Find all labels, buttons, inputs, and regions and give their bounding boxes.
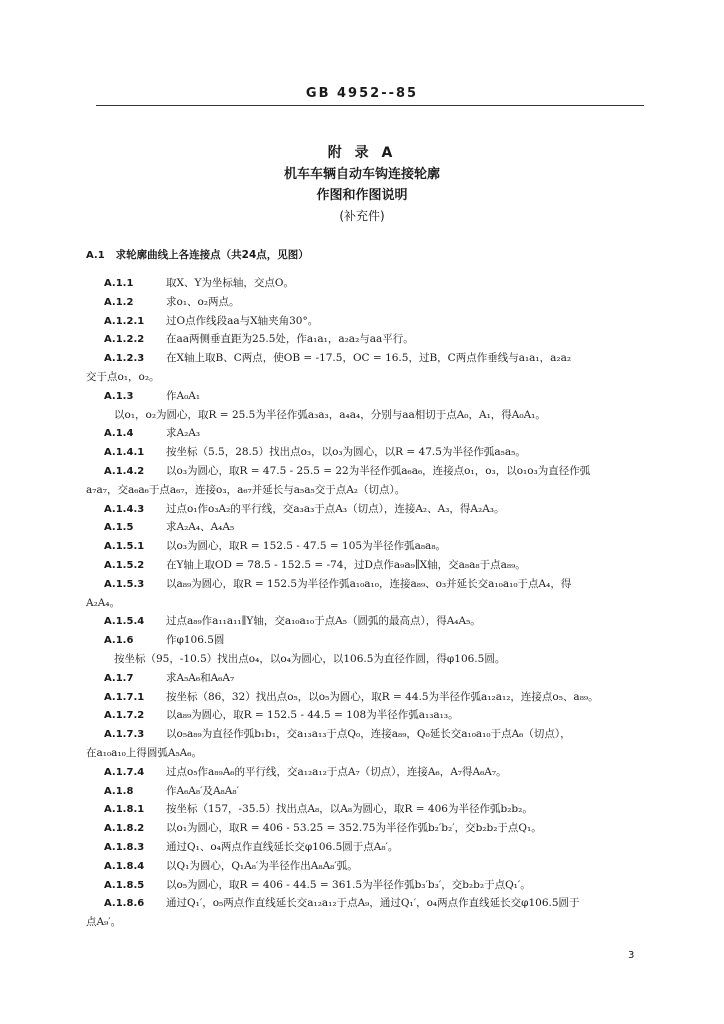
clause-number: A.1.8 bbox=[104, 785, 134, 797]
clause-number: A.1.4.1 bbox=[104, 447, 145, 459]
clause-line bbox=[86, 443, 646, 462]
clause-text: 以Q₁为圆心，Q₁A₈′为半径作出A₈A₈′弧。 bbox=[166, 859, 358, 872]
section-text: 求轮廓曲线上各连接点（共24点，见图） bbox=[115, 249, 309, 261]
clause-line bbox=[86, 857, 646, 876]
clause-number: A.1.8.6 bbox=[104, 898, 145, 910]
clause-line bbox=[86, 274, 646, 293]
clause-text: 取X、Y为坐标轴，交点O。 bbox=[166, 277, 295, 289]
clause-line bbox=[86, 293, 646, 312]
appendix-subtitle: 作图和作图说明 bbox=[316, 188, 408, 203]
clause-text: 通过Q₁′，o₅两点作直线延长交a₁₂a₁₂于点A₉，通过Q₁′，o₄两点作直线延长交φ106.5圆于 bbox=[166, 897, 580, 910]
clause-text: 在aa两侧垂直距为25.5处，作a₁a₁，a₂a₂与aa平行。 bbox=[166, 333, 414, 346]
clause-number: A.1.8.1 bbox=[104, 804, 145, 816]
clause-line bbox=[86, 894, 646, 913]
clause-text: a₇a₇，交a₆a₆于点a₆₇，连接o₃，a₆₇并延长与a₅a₅交于点A₂（切点）。 bbox=[86, 483, 406, 496]
section-number: A.1 bbox=[86, 250, 105, 261]
clause-text: 作A₀A₁ bbox=[166, 389, 201, 402]
appendix-title: 机车车辆自动车钩连接轮廓 bbox=[283, 167, 440, 182]
clause-line bbox=[86, 330, 646, 349]
section-heading bbox=[86, 244, 646, 266]
clause-line bbox=[86, 594, 646, 613]
clause-number: A.1.7.2 bbox=[104, 710, 145, 722]
clause-line bbox=[86, 725, 646, 744]
clause-number: A.1.8.4 bbox=[104, 860, 145, 872]
clause-text: 以o₃为圆心，取R = 47.5 - 25.5 = 22为半径作弧a₆a₆，连接点o₁，o₃，以o₁o₃为直径作弧 bbox=[166, 464, 591, 477]
clause-number: A.1.7.1 bbox=[104, 691, 145, 703]
clause-line bbox=[86, 782, 646, 801]
clause-number: A.1.5.3 bbox=[104, 578, 145, 590]
clause-number: A.1.5 bbox=[104, 522, 134, 534]
clause-text: 以o₃为圆心，取R = 152.5 - 47.5 = 105为半径作弧a₈a₈。 bbox=[166, 540, 447, 553]
clause-line bbox=[86, 537, 646, 556]
clause-number: A.1.3 bbox=[104, 390, 134, 402]
clause-number: A.1.2.1 bbox=[104, 315, 145, 327]
clause-text: 按坐标（86，32）找出点o₅，以o₅为圆心，取R = 44.5为半径作弧a₁₂a₁₂，连接点o₅、a₈₉。 bbox=[166, 690, 599, 703]
clause-number: A.1.7.3 bbox=[104, 729, 145, 741]
clause-text: 过点o₁作o₃A₂的平行线，交a₃a₃于点A₃（切点），连接A₂、A₃，得A₂A₃。 bbox=[166, 502, 505, 515]
clause-line bbox=[86, 349, 646, 368]
clause-line bbox=[86, 481, 646, 500]
clause-text: 交于点o₁，o₂。 bbox=[86, 370, 160, 383]
clause-line bbox=[86, 518, 646, 537]
clause-text: 求A₂A₄、A₄A₅ bbox=[166, 521, 235, 534]
clause-number: A.1.7 bbox=[104, 672, 134, 684]
clause-text: 以o₅为圆心，取R = 406 - 44.5 = 361.5为半径作弧b₃′b₃′，交b₂b₂于点Q₁′。 bbox=[166, 878, 531, 891]
clause-number: A.1.5.2 bbox=[104, 559, 145, 571]
clause-text: 过O点作线段aa与X轴夹角30°。 bbox=[166, 314, 319, 327]
clause-line bbox=[86, 800, 646, 819]
clause-text: 过点o₅作a₈₉A₆的平行线，交a₁₂a₁₂于点A₇（切点），连接A₆，A₇得A₆A₇。 bbox=[166, 765, 507, 778]
clause-number: A.1.2 bbox=[104, 296, 134, 308]
clause-line bbox=[86, 763, 646, 782]
clause-text: 作φ106.5圆 bbox=[166, 634, 225, 647]
clause-line bbox=[86, 819, 646, 838]
appendix-label: 附 录 A bbox=[327, 145, 397, 161]
clause-line bbox=[86, 406, 646, 425]
clause-text: 作A₆A₈′及A₈A₈′ bbox=[166, 784, 239, 797]
clause-line bbox=[86, 612, 646, 631]
header-rule bbox=[96, 105, 644, 106]
clause-line bbox=[86, 368, 646, 387]
clause-line bbox=[86, 838, 646, 857]
clause-text: 通过Q₁、o₄两点作直线延长交φ106.5圆于点A₈′。 bbox=[166, 840, 399, 853]
clause-text: 以o₅a₈₉为直径作弧b₁b₁，交a₁₃a₁₃于点Q₀，连接a₈₉，Q₀延长交a₁₀a₁₀于点A₆（切点）， bbox=[166, 728, 571, 741]
clause-line bbox=[86, 312, 646, 331]
clause-number: A.1.1 bbox=[104, 278, 134, 289]
clause-text: 求A₅A₆和A₆A₇ bbox=[166, 671, 235, 684]
clause-number: A.1.4 bbox=[104, 428, 134, 440]
clause-line bbox=[86, 631, 646, 650]
clause-line bbox=[86, 669, 646, 688]
clause-number: A.1.5.4 bbox=[104, 616, 145, 628]
clause-number: A.1.2.2 bbox=[104, 334, 145, 346]
clause-number: A.1.8.5 bbox=[104, 879, 145, 891]
clause-number: A.1.7.4 bbox=[104, 766, 145, 778]
clause-number: A.1.8.3 bbox=[104, 841, 145, 853]
clause-number: A.1.5.1 bbox=[104, 541, 145, 553]
clause-line bbox=[86, 387, 646, 406]
clause-text: A₂A₄。 bbox=[86, 596, 121, 609]
clause-number: A.1.4.3 bbox=[104, 503, 145, 515]
clause-line bbox=[86, 500, 646, 519]
clause-text: 按坐标（95，-10.5）找出点o₄，以o₄为圆心，以106.5为直径作圆，得φ106.5圆。 bbox=[114, 652, 506, 665]
clause-line bbox=[86, 706, 646, 725]
clause-text: 在X轴上取B、C两点，使OB = -17.5，OC = 16.5，过B，C两点作垂线与a₁a₁，a₂a₂ bbox=[166, 352, 572, 365]
clause-text: 在Y轴上取OD = 78.5 - 152.5 = -74，过D点作a₉a₉∥X轴，交a₈a₈于点a₈₉。 bbox=[166, 558, 526, 571]
clause-text: 以a₈₉为圆心，取R = 152.5 - 44.5 = 108为半径作弧a₁₃a₁₃。 bbox=[166, 709, 459, 722]
clause-line bbox=[86, 556, 646, 575]
clause-text: 以o₁为圆心，取R = 406 - 53.25 = 352.75为半径作弧b₂′b₂′，交b₂b₂于点Q₁。 bbox=[166, 822, 542, 835]
appendix-note: (补充件) bbox=[339, 209, 385, 223]
clause-text: 按坐标（5.5，28.5）找出点o₃，以o₃为圆心，以R = 47.5为半径作弧a₅a₅。 bbox=[166, 446, 526, 459]
clause-text: 以a₈₉为圆心，取R = 152.5为半径作弧a₁₀a₁₀，连接a₈₉、o₃并延长交a₁₀a₁₀于点A₄，得 bbox=[166, 577, 572, 590]
clause-line bbox=[86, 876, 646, 895]
page-number: 3 bbox=[628, 950, 635, 961]
clause-line bbox=[86, 688, 646, 707]
clause-line bbox=[86, 575, 646, 594]
clause-number: A.1.4.2 bbox=[104, 465, 145, 477]
clause-line bbox=[86, 650, 646, 669]
clause-text: 点A₉′。 bbox=[86, 916, 122, 929]
document-body bbox=[86, 244, 646, 932]
clause-line bbox=[86, 462, 646, 481]
clause-line bbox=[86, 424, 646, 443]
clause-line bbox=[86, 913, 646, 932]
clause-number: A.1.2.3 bbox=[104, 353, 145, 365]
clause-text: 求A₂A₃ bbox=[166, 427, 201, 440]
clause-number: A.1.8.2 bbox=[104, 823, 145, 835]
clause-text: 求o₁、o₂两点。 bbox=[166, 295, 240, 308]
clause-text: 过点a₈₉作a₁₁a₁₁∥Y轴，交a₁₀a₁₀于点A₅（圆弧的最高点），得A₄A₅。 bbox=[166, 615, 481, 628]
clause-line bbox=[86, 744, 646, 763]
clause-text: 以o₁，o₂为圆心，取R = 25.5为半径作弧a₃a₃，a₄a₄，分别与aa相切于点A₀，A₁，得A₀A₁。 bbox=[114, 408, 546, 421]
title-block bbox=[0, 143, 724, 227]
clause-text: 按坐标（157，-35.5）找出点A₈，以A₈为圆心，取R = 406为半径作弧b₂b₂。 bbox=[166, 803, 533, 816]
clause-text: 在a₁₀a₁₀上得圆弧A₅A₆。 bbox=[86, 746, 202, 759]
standard-number: GB 4952--85 bbox=[305, 86, 419, 101]
clause-number: A.1.6 bbox=[104, 635, 134, 647]
